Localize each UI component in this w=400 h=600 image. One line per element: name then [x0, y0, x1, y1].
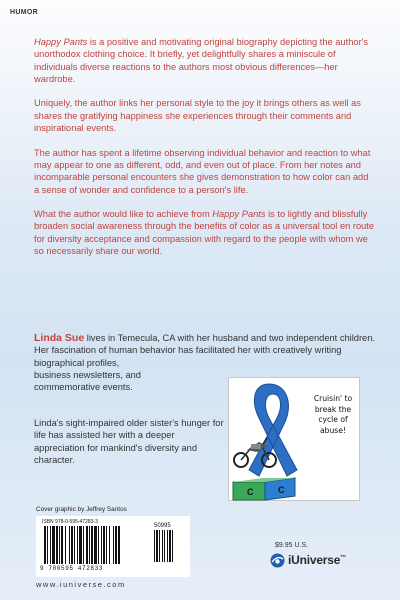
publisher-url: www.iuniverse.com: [36, 580, 126, 589]
barcode-bar: [106, 526, 107, 564]
bio-text: business newsletters, and: [34, 369, 141, 380]
author-bio-paragraph-2: Linda's sight-impaired older sister's hunger for life has assisted her with a deeper appreciation for mankind's diversity and character.: [34, 418, 224, 465]
barcode-bar: [44, 526, 46, 564]
barcode-bar: [50, 526, 51, 564]
description-blurb: [34, 36, 376, 270]
price-bar: [159, 530, 160, 562]
barcode-bar: [109, 526, 110, 564]
price-code: 50995: [154, 523, 171, 529]
cube-icon: [233, 478, 295, 500]
book-title-inline: Happy Pants: [34, 37, 88, 47]
barcode-bar: [101, 526, 102, 564]
barcode-bar: [69, 526, 70, 564]
price-bar: [167, 530, 168, 562]
blurb-text: is a positive and motivating original biography depicting the author's unorthodox clothing choice. It briefly, yet delightfully shares a miniscule of individuals diverse reactions to the authors most obvious differences—her wardrobe.: [34, 37, 369, 84]
blurb-text: What the author would like to achieve from: [34, 209, 213, 220]
category-label: HUMOR: [10, 9, 38, 16]
blurb-text: is to lightly and blissfully broaden social awareness through the benefits of color as a universal tool en route for diversity acceptance and compassion with regard to the people with whom we so necessarily share our world.: [34, 209, 375, 257]
barcode-digits: 9 780595 472833: [40, 565, 104, 572]
barcode-bar: [77, 526, 78, 564]
barcode-bar: [86, 526, 88, 564]
retail-price: $9.95 U.S.: [275, 542, 309, 549]
cube-letter-right: C: [278, 485, 285, 495]
price-bar: [156, 530, 158, 562]
publisher-name: iUniverse™: [288, 553, 347, 567]
barcode-bar: [74, 526, 75, 564]
barcode-bar: [65, 526, 66, 564]
barcode-bar: [52, 526, 55, 564]
badge-slogan: Cruisin' to break the cycle of abuse!: [313, 394, 353, 435]
book-title-inline: Happy Pants: [212, 209, 266, 220]
barcode-bar: [71, 526, 73, 564]
barcode-bar: [47, 526, 48, 564]
price-bar: [162, 530, 163, 562]
blurb-paragraph-2: Uniquely, the author links her personal style to the joy it brings others as well as shares the gratifying happiness she experiences through their comments and inspirational events.: [34, 98, 361, 134]
barcode-bar: [115, 526, 117, 564]
cover-credit: Cover graphic by Jeffrey Santos: [36, 506, 127, 513]
barcode-bar: [91, 526, 93, 564]
barcode-bar: [83, 526, 84, 564]
blurb-paragraph-1: [34, 36, 376, 85]
cruisin-badge: [228, 377, 360, 501]
blurb-paragraph-4: [34, 208, 376, 257]
price-bar: [154, 530, 155, 562]
price-bar: [172, 530, 173, 562]
barcode-bar: [79, 526, 82, 564]
barcode-bar: [56, 526, 58, 564]
bio-text: commemorative events.: [34, 382, 133, 393]
blurb-paragraph-3: The author has spent a lifetime observing individual behavior and reaction to what may appear to one as different, odd, and even out of place. From her notes and incomparable personal encounters she gives demonstration to how color can add a sense of wonder and confidence to a person's life.: [34, 147, 371, 195]
author-name: Linda Sue: [34, 332, 85, 344]
barcode-bar: [94, 526, 97, 564]
barcode-bar: [59, 526, 60, 564]
price-bar: [164, 530, 165, 562]
awareness-ribbon-icon: [249, 384, 297, 476]
barcode-bar: [61, 526, 63, 564]
publisher-logo: [270, 551, 346, 569]
barcode-bar: [103, 526, 105, 564]
barcode-bar: [98, 526, 99, 564]
isbn-barcode: [36, 516, 190, 577]
price-bar: [169, 530, 171, 562]
iuniverse-logo-icon: [270, 553, 285, 568]
bio-text: lives in Temecula, CA with her husband and two independent children. Her fascination of human behavior has facilitated her with creatively writing biographical profiles,: [34, 333, 375, 368]
barcode-bar: [89, 526, 90, 564]
cube-letter-left: C: [247, 487, 254, 497]
isbn-text: ISBN 978-0-595-47283-3: [42, 519, 98, 525]
barcode-bar: [118, 526, 120, 564]
barcode-bar: [113, 526, 114, 564]
